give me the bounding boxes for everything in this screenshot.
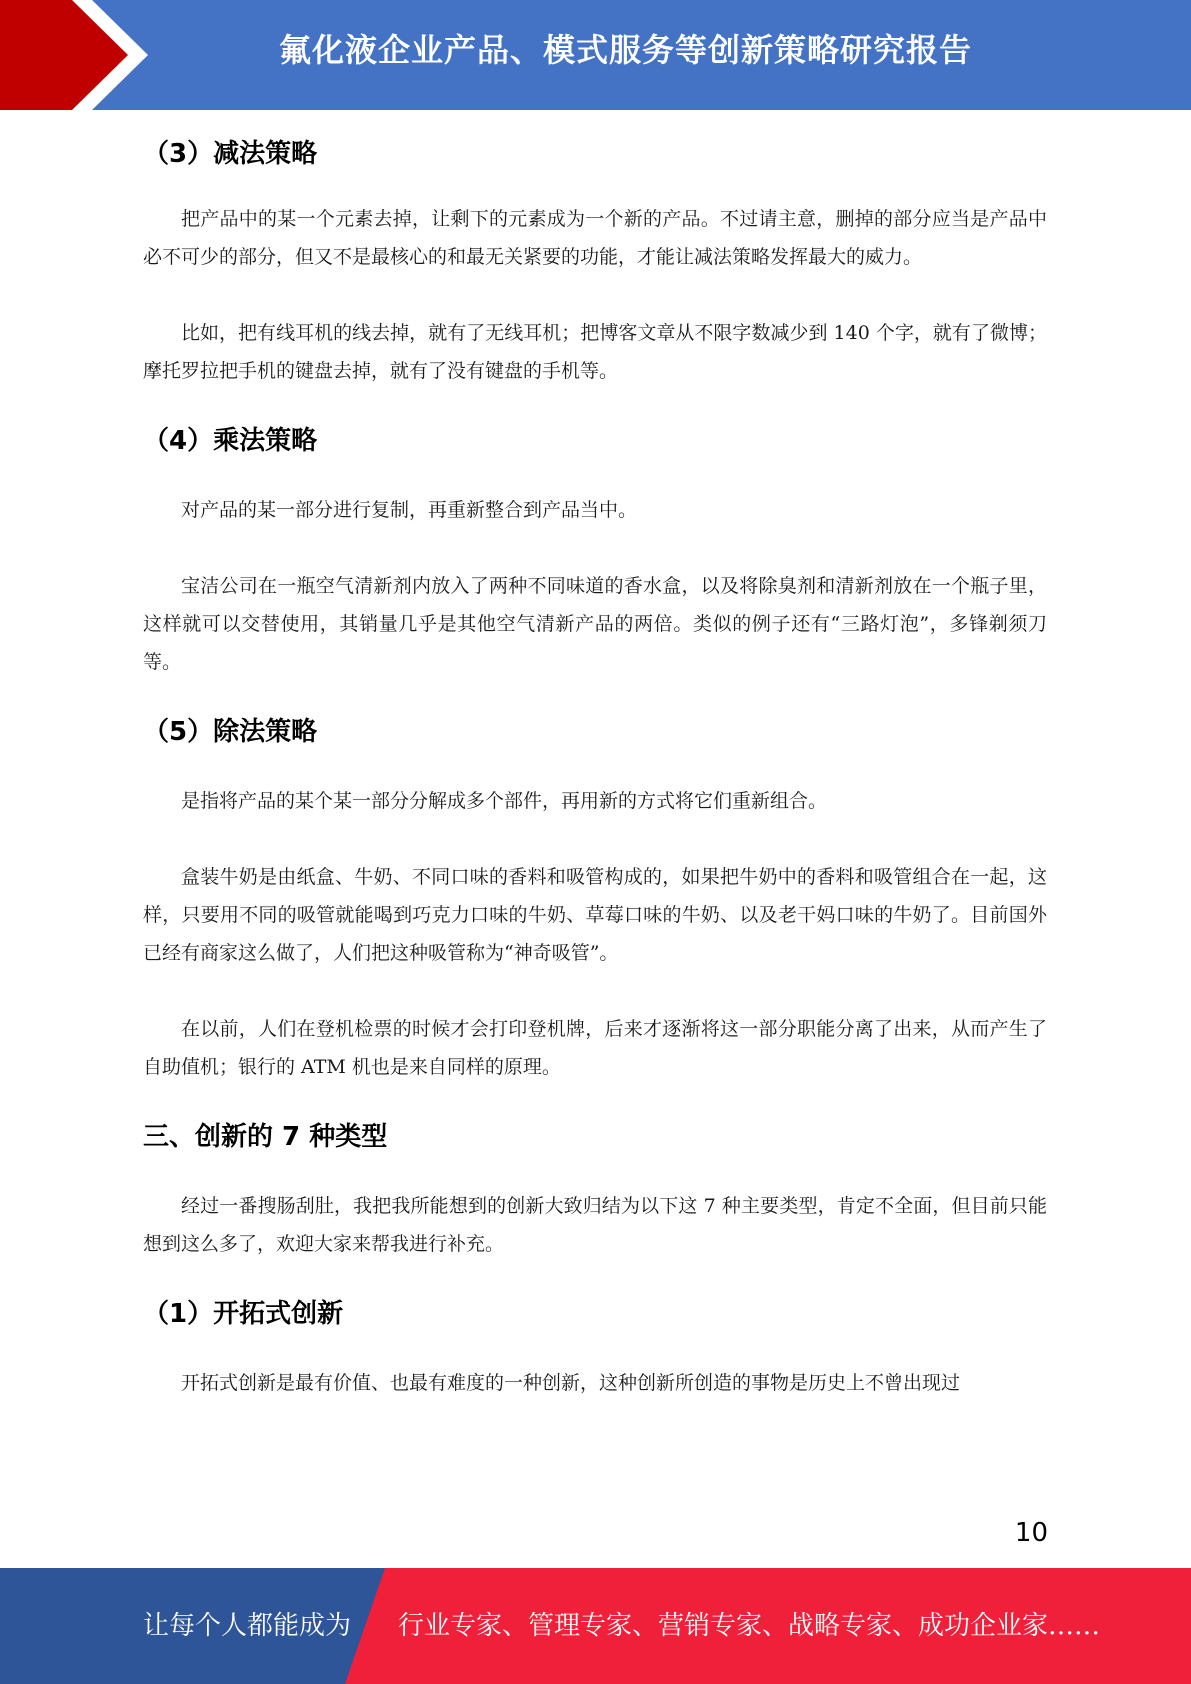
paragraph: 在以前，人们在登机检票的时候才会打印登机牌，后来才逐渐将这一部分职能分离了出来，从而产生了自助值机；银行的 ATM 机也是来自同样的原理。 (143, 1018, 1047, 1078)
page-number: 10 (1014, 1518, 1048, 1548)
page-footer (0, 1568, 1191, 1684)
page-body (143, 110, 1047, 1402)
paragraph: 经过一番搜肠刮肚，我把我所能想到的创新大致归结为以下这 7 种主要类型，肯定不全面，但目前只能想到这么多了，欢迎大家来帮我进行补充。 (143, 1195, 1047, 1255)
footer-slogan-right: 行业专家、管理专家、营销专家、战略专家、成功企业家…… (398, 1611, 1101, 1641)
document-title: 氟化液企业产品、模式服务等创新策略研究报告 (278, 31, 972, 69)
paragraph: 宝洁公司在一瓶空气清新剂内放入了两种不同味道的香水盒，以及将除臭剂和清新剂放在一个瓶子里，这样就可以交替使用，其销量几乎是其他空气清新产品的两倍。类似的例子还有“三路灯泡”，多锋剃须刀等。 (143, 575, 1047, 673)
paragraph: 开拓式创新是最有价值、也最有难度的一种创新，这种创新所创造的事物是历史上不曾出现过 (181, 1372, 961, 1394)
page-header (0, 0, 1191, 110)
heading-division-strategy: （5）除法策略 (143, 717, 318, 747)
heading-pioneering-innovation: （1）开拓式创新 (143, 1299, 344, 1329)
paragraph: 是指将产品的某个某一部分分解成多个部件，再用新的方式将它们重新组合。 (181, 790, 828, 812)
paragraph: 把产品中的某一个元素去掉，让剩下的元素成为一个新的产品。不过请主意，删掉的部分应当是产品中必不可少的部分，但又不是最核心的和最无关紧要的功能，才能让减法策略发挥最大的威力。 (143, 208, 1047, 268)
heading-multiplication-strategy: （4）乘法策略 (143, 426, 318, 456)
heading-section-three: 三、创新的 7 种类型 (143, 1122, 388, 1152)
paragraph: 比如，把有线耳机的线去掉，就有了无线耳机；把博客文章从不限字数减少到 140 个字，就有了微博；摩托罗拉把手机的键盘去掉，就有了没有键盘的手机等。 (143, 322, 1047, 382)
paragraph: 对产品的某一部分进行复制，再重新整合到产品当中。 (181, 499, 638, 521)
footer-slogan-left: 让每个人都能成为 (143, 1611, 352, 1641)
paragraph: 盒装牛奶是由纸盒、牛奶、不同口味的香料和吸管构成的，如果把牛奶中的香料和吸管组合在一起，这样，只要用不同的吸管就能喝到巧克力口味的牛奶、草莓口味的牛奶、以及老干妈口味的牛奶了。目前国外已经有商家这么做了，人们把这种吸管称为“神奇吸管”。 (143, 866, 1047, 964)
heading-subtraction-strategy: （3）减法策略 (143, 139, 318, 169)
